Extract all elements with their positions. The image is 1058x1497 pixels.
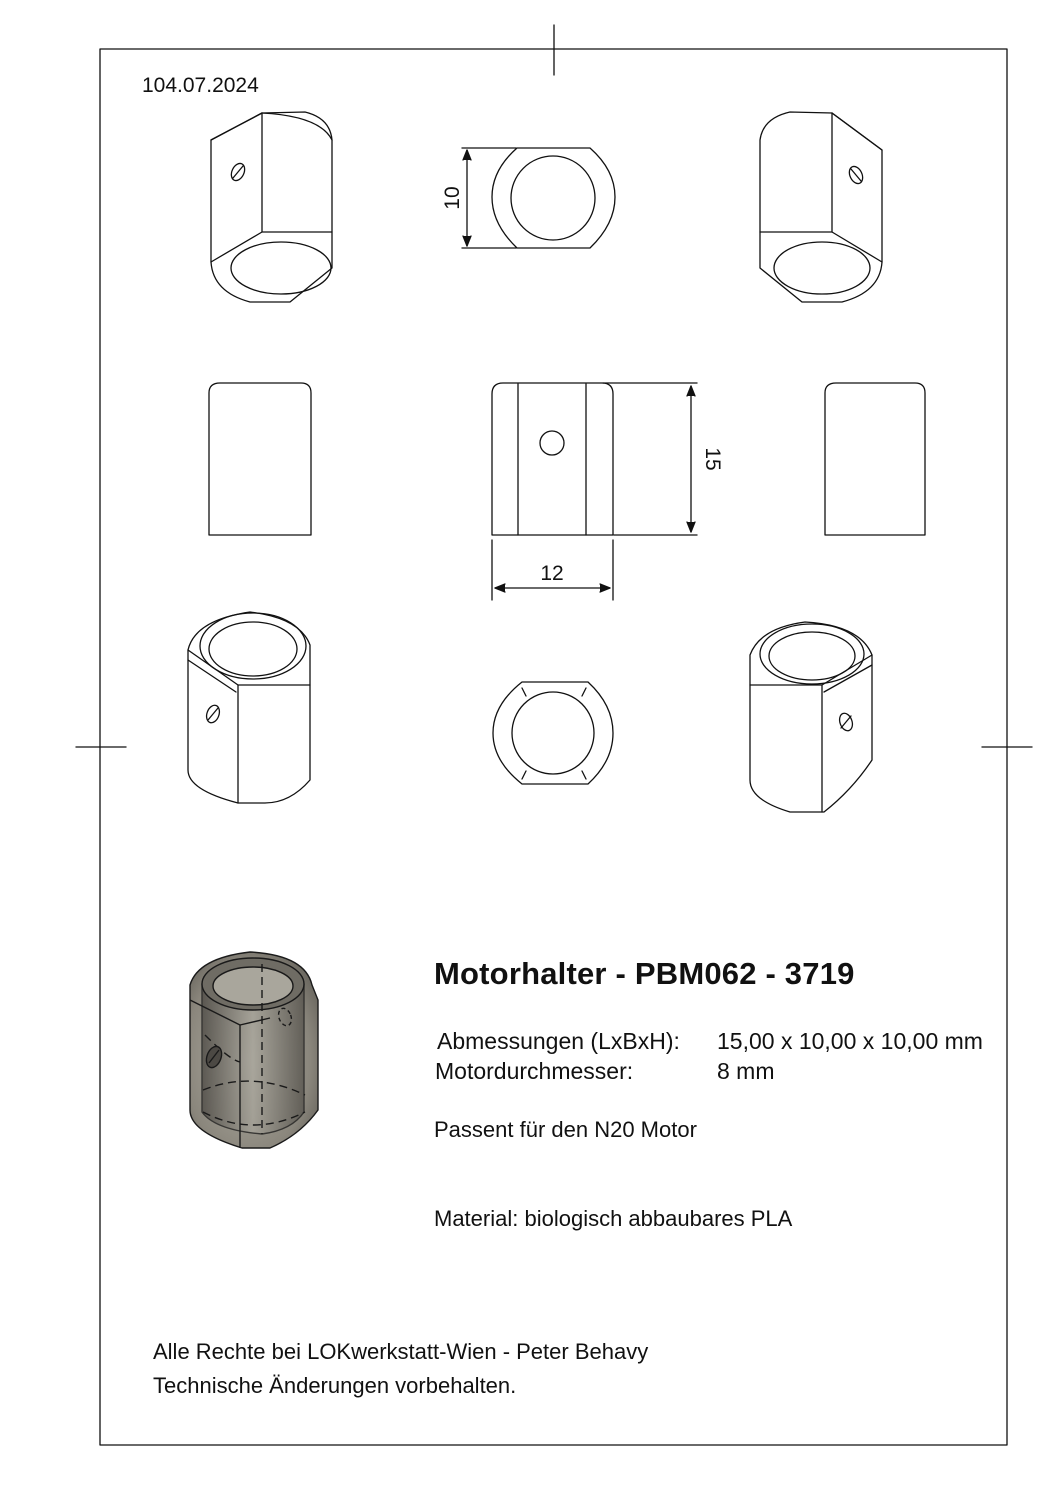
side-view-left: [209, 383, 311, 535]
sheet-date: 104.07.2024: [142, 74, 259, 97]
part-title: Motorhalter - PBM062 - 3719: [434, 956, 855, 991]
rights-note: Alle Rechte bei LOKwerkstatt-Wien - Peter Behavy: [153, 1339, 649, 1364]
iso-view-top-right: [760, 112, 882, 302]
dim-label-width-top: 10: [441, 186, 464, 210]
shaded-render: [190, 952, 318, 1148]
dim-label-width-front: 12: [540, 562, 564, 585]
material-note: Material: biologisch abbaubares PLA: [434, 1206, 793, 1231]
front-view-center: [492, 383, 697, 600]
iso-view-bottom-left: [188, 612, 310, 803]
spec-label-motor-diameter: Motordurchmesser:: [435, 1058, 634, 1084]
sheet-frame: [100, 49, 1007, 1445]
spec-label-dimensions: Abmessungen (LxBxH):: [437, 1028, 680, 1054]
bottom-view-center: [493, 682, 613, 784]
disclaimer-note: Technische Änderungen vorbehalten.: [153, 1373, 517, 1398]
side-view-right: [825, 383, 925, 535]
dim-label-height-front: 15: [701, 447, 724, 471]
iso-view-top-left: [211, 112, 332, 302]
fit-note: Passent für den N20 Motor: [434, 1117, 697, 1142]
iso-view-bottom-right: [750, 622, 872, 812]
top-view-center: [462, 148, 615, 248]
spec-value-dimensions: 15,00 x 10,00 x 10,00 mm: [717, 1028, 983, 1054]
spec-value-motor-diameter: 8 mm: [717, 1058, 775, 1084]
